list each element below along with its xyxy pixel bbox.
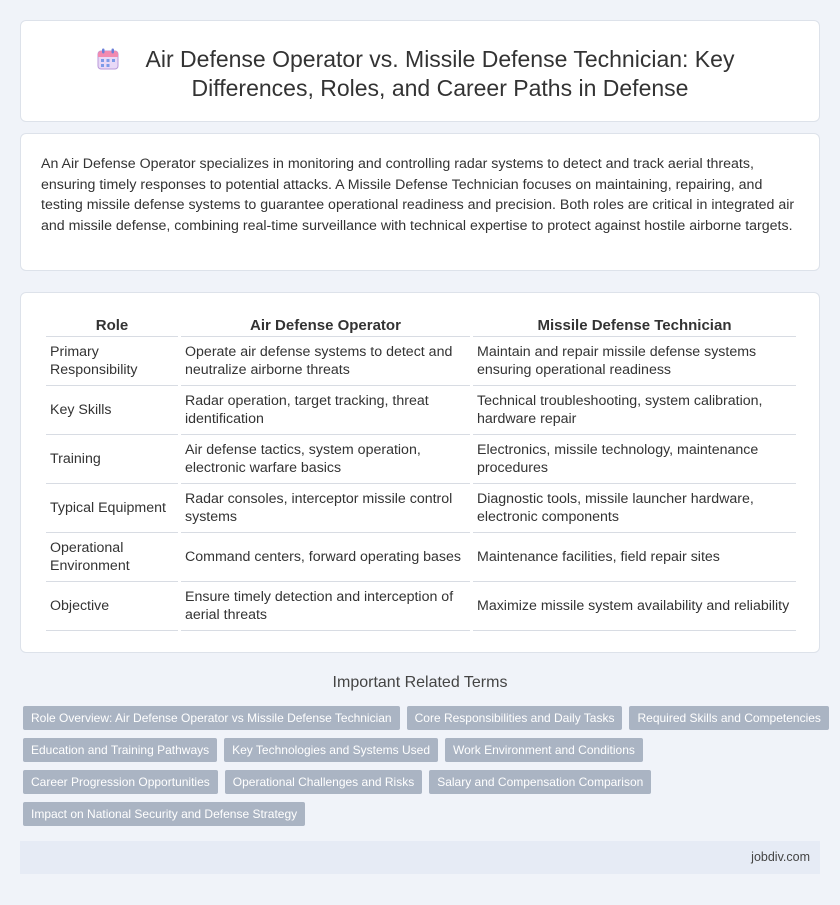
comparison-card (20, 292, 820, 653)
related-terms-title: Important Related Terms (332, 674, 508, 691)
table-row (46, 337, 796, 386)
footer-site-link[interactable]: jobdiv.com (751, 850, 810, 864)
row-label: Training (46, 435, 178, 484)
cell-operator: Operate air defense systems to detect and neutralize airborne threats (181, 337, 470, 386)
table-row (46, 435, 796, 484)
cell-operator: Radar consoles, interceptor missile control systems (181, 484, 470, 533)
cell-technician: Maintain and repair missile defense systems ensuring operational readiness (473, 337, 796, 386)
row-label: Primary Responsibility (46, 337, 178, 386)
tag-link[interactable]: Impact on National Security and Defense Strategy (23, 802, 305, 826)
page-title (81, 45, 799, 103)
header-missile-defense-technician: Missile Defense Technician (473, 317, 796, 337)
tag-row (23, 738, 823, 762)
tag-link[interactable]: Required Skills and Competencies (629, 706, 828, 730)
cell-operator: Ensure timely detection and interception of aerial threats (181, 582, 470, 631)
row-label: Key Skills (46, 386, 178, 435)
header-role: Role (46, 317, 178, 337)
tag-link[interactable]: Career Progression Opportunities (23, 770, 218, 794)
table-row (46, 386, 796, 435)
tag-link[interactable]: Key Technologies and Systems Used (224, 738, 438, 762)
comparison-table (43, 317, 799, 631)
table-header-row (46, 317, 796, 337)
row-label: Operational Environment (46, 533, 178, 582)
cell-technician: Electronics, missile technology, maintenance procedures (473, 435, 796, 484)
intro-paragraph: An Air Defense Operator specializes in monitoring and controlling radar systems to detect and track aerial threats, ensuring timely responses to potential attacks. A Missile Defense Technician focuses on maintaining, repairing, and testing missile defense systems to guarantee operational readiness and precision. Both roles are critical in integrated air and missile defense, combining real-time surveillance with technical expertise to protect against hostile airborne targets. (41, 156, 795, 234)
tag-row (23, 706, 823, 730)
page-title-line-2: Differences, Roles, and Career Paths in Defense (191, 75, 689, 101)
cell-technician: Diagnostic tools, missile launcher hardware, electronic components (473, 484, 796, 533)
cell-technician: Maximize missile system availability and reliability (473, 582, 796, 631)
cell-operator: Command centers, forward operating bases (181, 533, 470, 582)
header-air-defense-operator: Air Defense Operator (181, 317, 470, 337)
table-row (46, 582, 796, 631)
tag-link[interactable]: Work Environment and Conditions (445, 738, 643, 762)
page-title-line-1: Air Defense Operator vs. Missile Defense Technician: Key (145, 46, 735, 72)
table-row (46, 533, 796, 582)
tag-row (23, 802, 823, 826)
intro-card (20, 133, 820, 271)
row-label: Typical Equipment (46, 484, 178, 533)
title-card (20, 20, 820, 122)
cell-operator: Radar operation, target tracking, threat identification (181, 386, 470, 435)
tag-link[interactable]: Role Overview: Air Defense Operator vs Missile Defense Technician (23, 706, 400, 730)
table-row (46, 484, 796, 533)
related-terms-tags (23, 706, 823, 834)
tag-link[interactable]: Education and Training Pathways (23, 738, 217, 762)
row-label: Objective (46, 582, 178, 631)
cell-technician: Maintenance facilities, field repair sites (473, 533, 796, 582)
cell-operator: Air defense tactics, system operation, electronic warfare basics (181, 435, 470, 484)
tag-link[interactable]: Salary and Compensation Comparison (429, 770, 651, 794)
tag-row (23, 770, 823, 794)
footer (20, 841, 820, 874)
tag-link[interactable]: Core Responsibilities and Daily Tasks (407, 706, 623, 730)
tag-link[interactable]: Operational Challenges and Risks (225, 770, 422, 794)
cell-technician: Technical troubleshooting, system calibration, hardware repair (473, 386, 796, 435)
